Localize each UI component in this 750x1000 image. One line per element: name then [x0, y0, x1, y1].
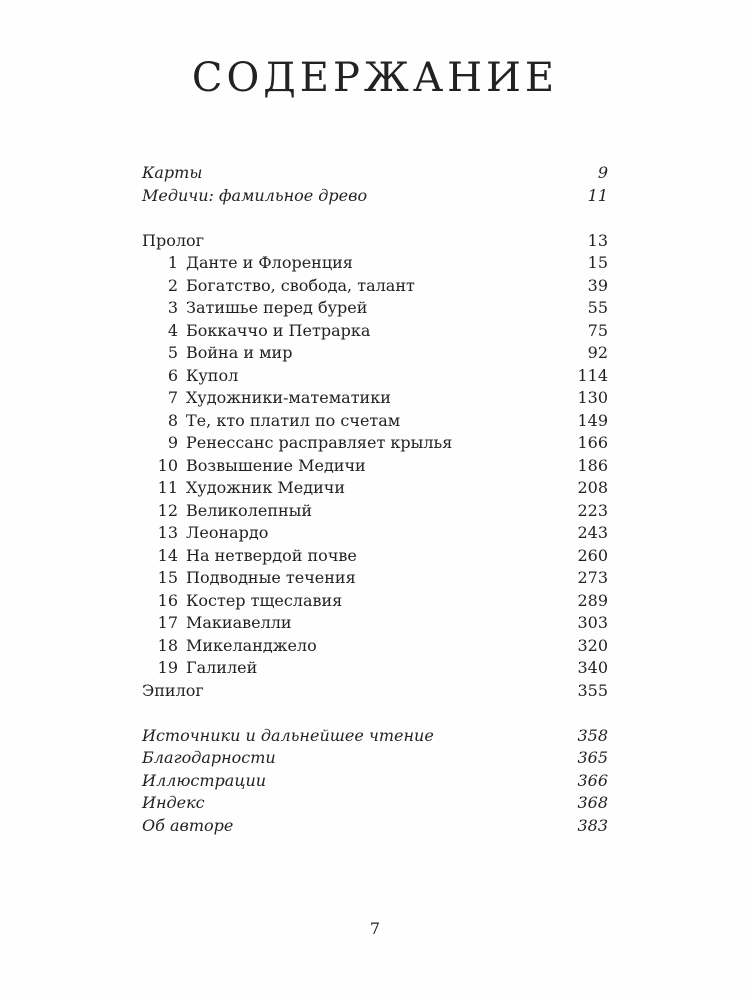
toc-spacer	[142, 702, 608, 725]
chapter-title: Художник Медичи	[186, 478, 346, 497]
toc-entry-page: 358	[577, 725, 608, 745]
chapter-page: 75	[587, 320, 608, 340]
toc-chapter	[142, 635, 608, 658]
table-of-contents	[142, 162, 608, 837]
toc-chapter	[142, 342, 608, 365]
toc-entry-page: 383	[577, 815, 608, 835]
toc-chapter	[142, 455, 608, 478]
toc-chapter	[142, 275, 608, 298]
chapter-number: 12	[157, 500, 178, 520]
toc-entry-about-author	[142, 815, 608, 838]
chapter-title: Художники-математики	[186, 388, 391, 407]
toc-entry-page: 11	[587, 185, 608, 205]
chapter-page: 208	[577, 478, 608, 497]
chapter-number: 14	[157, 545, 178, 565]
chapter-number: 3	[167, 298, 178, 317]
toc-entry-prologue	[142, 230, 608, 253]
toc-entry-page: 13	[587, 230, 608, 250]
chapter-page: 186	[577, 455, 608, 475]
toc-entry-illustrations	[142, 770, 608, 793]
chapter-page: 130	[577, 388, 608, 407]
chapter-title: Богатство, свобода, талант	[186, 275, 415, 295]
chapter-title: Купол	[186, 365, 239, 385]
toc-chapter	[142, 477, 608, 500]
toc-chapter	[142, 320, 608, 343]
toc-entry-page: 368	[577, 793, 608, 812]
chapter-title: Данте и Флоренция	[186, 253, 353, 272]
toc-entry-index	[142, 792, 608, 815]
chapter-page: 39	[587, 275, 608, 295]
toc-entry-label: Карты	[142, 163, 203, 182]
chapter-number: 19	[157, 658, 178, 677]
toc-entry-maps	[142, 162, 608, 185]
chapter-number: 16	[157, 590, 178, 610]
toc-chapter	[142, 522, 608, 545]
chapter-number: 15	[157, 568, 178, 587]
chapter-number: 13	[157, 523, 178, 542]
chapter-page: 114	[577, 365, 608, 385]
toc-chapter	[142, 365, 608, 388]
chapter-number: 11	[157, 478, 178, 497]
toc-chapter	[142, 432, 608, 455]
toc-entry-page: 366	[577, 770, 608, 790]
chapter-title: Галилей	[186, 658, 258, 677]
toc-entry-page: 355	[577, 680, 608, 700]
chapter-page: 289	[577, 590, 608, 610]
toc-entry-page: 9	[597, 163, 608, 182]
toc-spacer	[142, 207, 608, 230]
chapter-number: 5	[167, 343, 178, 362]
toc-chapter	[142, 297, 608, 320]
toc-entry-sources	[142, 725, 608, 748]
toc-entry-label: Иллюстрации	[142, 770, 267, 790]
chapter-title: Ренессанс расправляет крылья	[186, 433, 453, 452]
toc-entry-label: Эпилог	[142, 680, 204, 700]
toc-entry-epilogue	[142, 680, 608, 703]
chapter-page: 223	[577, 500, 608, 520]
chapter-title: Великолепный	[186, 500, 313, 520]
chapter-number: 8	[167, 410, 178, 430]
chapter-title: Костер тщеславия	[186, 590, 343, 610]
toc-entry-acknowledgements	[142, 747, 608, 770]
toc-chapter	[142, 612, 608, 635]
chapter-page: 303	[577, 613, 608, 632]
chapter-number: 4	[167, 320, 178, 340]
chapter-number: 6	[167, 365, 178, 385]
chapter-title: Макиавелли	[186, 613, 292, 632]
chapter-page: 243	[577, 523, 608, 542]
chapter-title: Те, кто платил по счетам	[186, 410, 401, 430]
chapter-page: 320	[577, 635, 608, 655]
chapter-title: Затишье перед бурей	[186, 298, 368, 317]
chapter-page: 260	[577, 545, 608, 565]
toc-chapter	[142, 545, 608, 568]
chapter-page: 166	[577, 433, 608, 452]
chapter-page: 149	[577, 410, 608, 430]
chapter-title: Война и мир	[186, 343, 293, 362]
toc-entry-label: Пролог	[142, 230, 205, 250]
chapter-number: 17	[157, 613, 178, 632]
chapter-number: 7	[167, 388, 178, 407]
chapter-number: 1	[167, 253, 178, 272]
chapter-number: 18	[157, 635, 178, 655]
toc-chapter	[142, 252, 608, 275]
chapter-title: Возвышение Медичи	[186, 455, 366, 475]
toc-chapter	[142, 387, 608, 410]
toc-entry-family-tree	[142, 185, 608, 208]
chapter-title: Микеланджело	[186, 635, 317, 655]
chapter-number: 10	[157, 455, 178, 475]
toc-entry-label: Об авторе	[142, 815, 234, 835]
chapter-page: 92	[587, 343, 608, 362]
page-title: СОДЕРЖАНИЕ	[191, 55, 559, 101]
chapter-page: 273	[577, 568, 608, 587]
toc-entry-label: Индекс	[142, 793, 205, 812]
toc-chapter	[142, 500, 608, 523]
chapter-number: 9	[167, 433, 178, 452]
toc-chapter	[142, 657, 608, 680]
chapter-page: 55	[587, 298, 608, 317]
page-number: 7	[369, 919, 381, 938]
chapter-title: Боккаччо и Петрарка	[186, 320, 371, 340]
chapter-title: Леонардо	[186, 523, 269, 542]
chapter-number: 2	[167, 275, 178, 295]
toc-chapter	[142, 567, 608, 590]
chapter-page: 15	[587, 253, 608, 272]
chapter-title: Подводные течения	[186, 568, 356, 587]
toc-entry-page: 365	[577, 748, 608, 767]
toc-chapter	[142, 410, 608, 433]
chapter-page: 340	[577, 658, 608, 677]
toc-chapter	[142, 590, 608, 613]
chapter-title: На нетвердой почве	[186, 545, 357, 565]
toc-entry-label: Источники и дальнейшее чтение	[142, 725, 434, 745]
toc-entry-label: Медичи: фамильное древо	[142, 185, 368, 205]
toc-entry-label: Благодарности	[142, 748, 276, 767]
